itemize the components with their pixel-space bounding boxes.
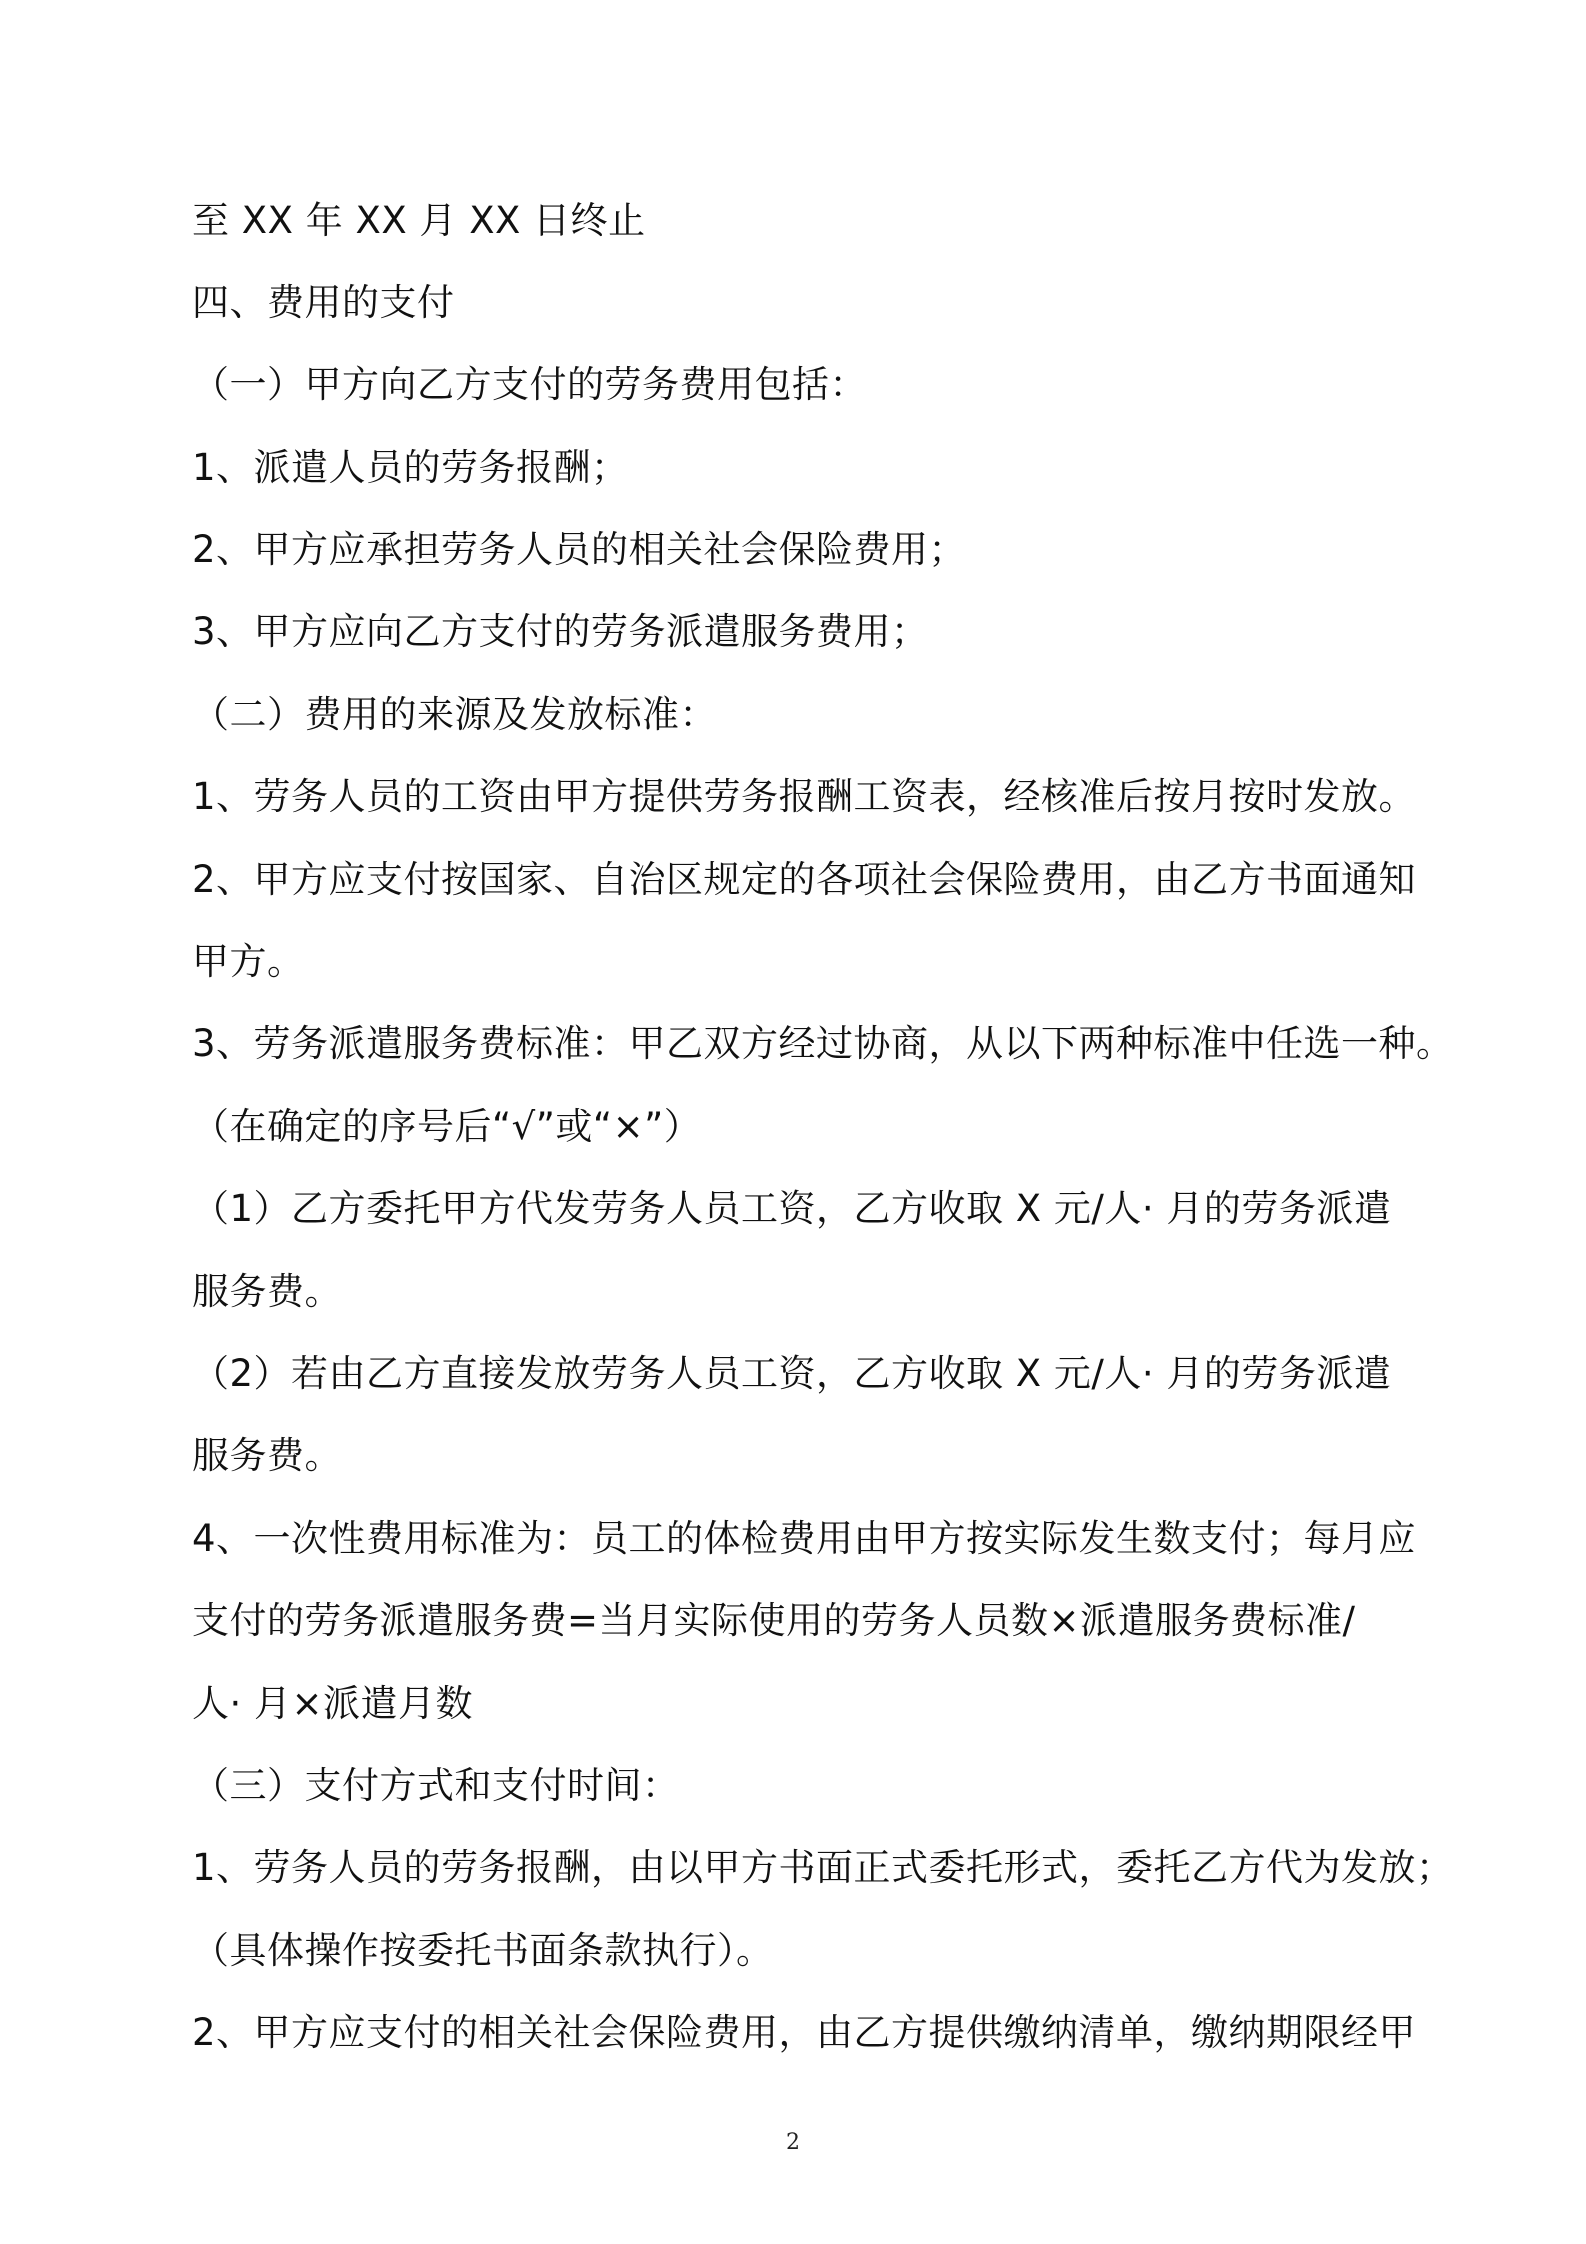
option-item-1: （1）乙方委托甲方代发劳务人员工资，乙方收取 X 元/人· 月的劳务派遣 <box>192 1187 1392 1230</box>
list-item-wage-payment: 1、劳务人员的工资由甲方提供劳务报酬工资表，经核准后按月按时发放。 <box>192 775 1417 818</box>
text-line-term-end: 至 XX 年 XX 月 XX 日终止 <box>192 199 646 242</box>
section-heading-fee-payment: 四、费用的支付 <box>192 281 455 324</box>
page-number: 2 <box>786 2130 800 2155</box>
list-item-labor-remuneration: 1、派遣人员的劳务报酬； <box>192 446 629 489</box>
option-item-2: （2）若由乙方直接发放劳务人员工资，乙方收取 X 元/人· 月的劳务派遣 <box>192 1352 1392 1395</box>
option-item-2-cont: 服务费。 <box>192 1434 342 1477</box>
list-item-service-fee-standard: 3、劳务派遣服务费标准：甲乙双方经过协商，从以下两种标准中任选一种。 <box>192 1022 1454 1065</box>
list-item-one-time-fee-cont-2: 人· 月×派遣月数 <box>192 1682 474 1725</box>
option-item-1-cont: 服务费。 <box>192 1270 342 1313</box>
list-item-insurance-payment-cont: 甲方。 <box>192 940 305 983</box>
subsection-heading-fees-included: （一）甲方向乙方支付的劳务费用包括： <box>192 363 867 406</box>
list-item-insurance-method: 2、甲方应支付的相关社会保险费用，由乙方提供缴纳清单，缴纳期限经甲 <box>192 2011 1417 2054</box>
list-item-dispatch-service-fee: 3、甲方应向乙方支付的劳务派遣服务费用； <box>192 610 929 653</box>
text-line-mark-instruction: （在确定的序号后“√”或“×”） <box>192 1105 702 1148</box>
list-item-one-time-fee-cont: 支付的劳务派遣服务费=当月实际使用的劳务人员数×派遣服务费标准/ <box>192 1599 1356 1642</box>
list-item-insurance-payment: 2、甲方应支付按国家、自治区规定的各项社会保险费用，由乙方书面通知 <box>192 858 1417 901</box>
subsection-heading-payment-method: （三）支付方式和支付时间： <box>192 1764 680 1807</box>
list-item-remuneration-method: 1、劳务人员的劳务报酬，由以甲方书面正式委托形式，委托乙方代为发放； <box>192 1846 1454 1889</box>
list-item-one-time-fee: 4、一次性费用标准为：员工的体检费用由甲方按实际发生数支付；每月应 <box>192 1517 1417 1560</box>
text-line-operation-note: （具体操作按委托书面条款执行）。 <box>192 1929 774 1972</box>
list-item-social-insurance: 2、甲方应承担劳务人员的相关社会保险费用； <box>192 528 967 571</box>
subsection-heading-fee-source: （二）费用的来源及发放标准： <box>192 693 717 736</box>
